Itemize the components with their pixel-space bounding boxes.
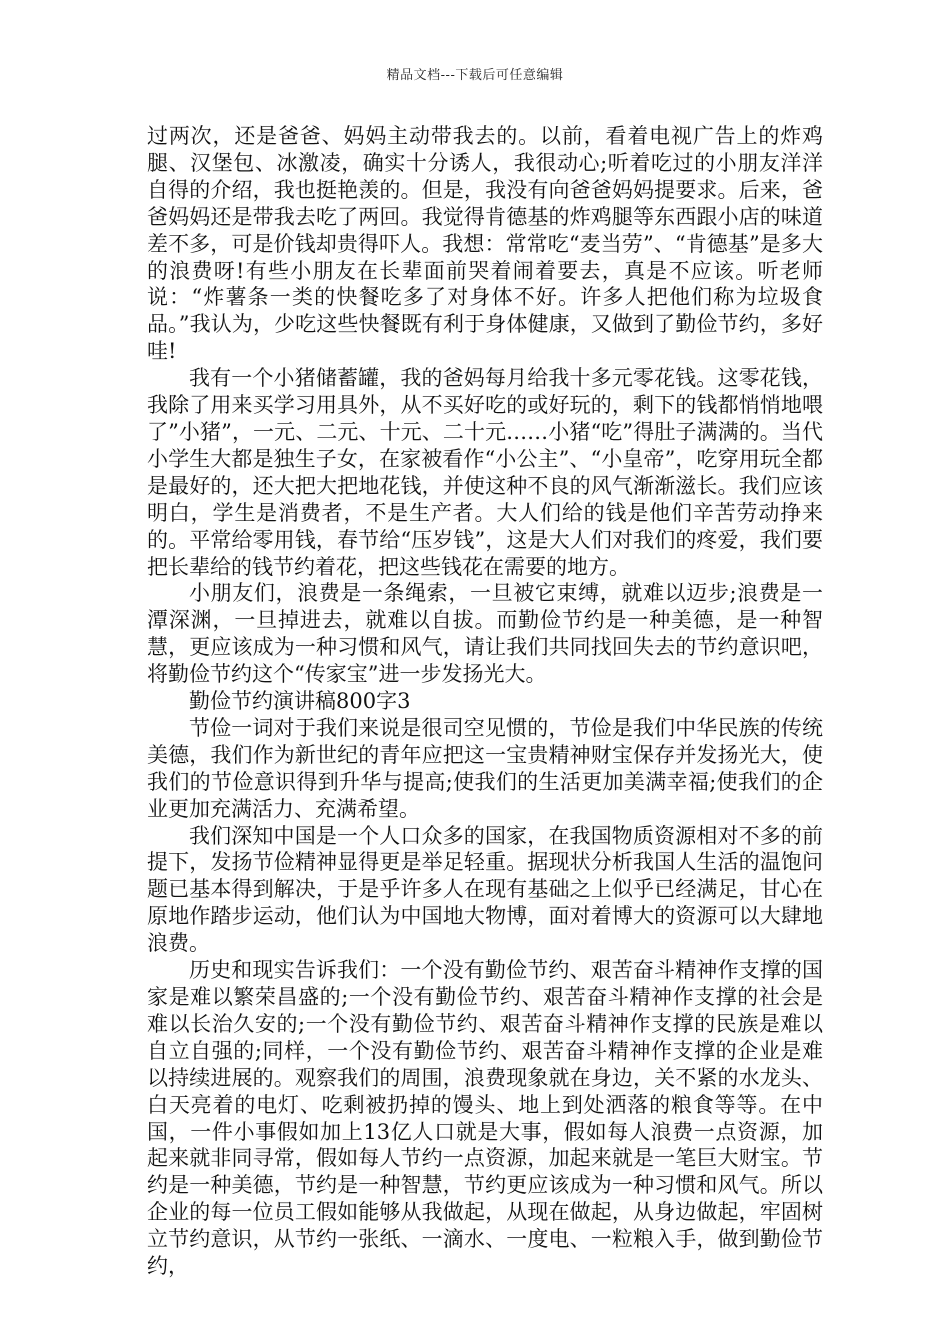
page-header: 精品文档---下载后可任意编辑 <box>386 68 564 83</box>
paragraph-china-resources: 我们深知中国是一个人口众多的国家，在我国物质资源相对不多的前提下，发扬节俭精神显得更是举足轻重。据现状分析我国人生活的温饱问题已基本得到解决，于是乎许多人在现有基础之上似乎已经满足，甘心在原地作踏步运动，他们认为中国地大物博，面对着博大的资源可以大肆地浪费。 <box>147 823 823 956</box>
paragraph-children-appeal: 小朋友们，浪费是一条绳索，一旦被它束缚，就难以迈步;浪费是一潭深渊，一旦掉进去，就难以自拔。而勤俭节约是一种美德，是一种智慧，更应该成为一种习惯和风气，请让我们共同找回失去的节约意识吧，将勤俭节约这个“传家宝”进一步发扬光大。 <box>147 581 823 687</box>
paragraph-history-reality: 历史和现实告诉我们：一个没有勤俭节约、艰苦奋斗精神作支撑的国家是难以繁荣昌盛的;一个没有勤俭节约、艰苦奋斗精神作支撑的社会是难以长治久安的;一个没有勤俭节约、艰苦奋斗精神作支撑的民族是难以自立自强的;同样，一个没有勤俭节约、艰苦奋斗精神作支撑的企业是难以持续进展的。观察我们的周围，浪费现象就在身边，关不紧的水龙头、白天亮着的电灯、吃剩被扔掉的馒头、地上到处洒落的粮食等等。在中国，一件小事假如加上13亿人口就是大事，假如每人浪费一点资源，加起来就非同寻常，假如每人节约一点资源，加起来就是一笔巨大财宝。节约是一种美德，节约是一种智慧，节约更应该成为一种习惯和风气。所以企业的每一位员工假如能够从我做起，从现在做起，从身边做起，牢固树立节约意识，从节约一张纸、一滴水、一度电、一粒粮入手，做到勤俭节约， <box>147 958 823 1279</box>
paragraph-continuation: 过两次，还是爸爸、妈妈主动带我去的。以前，看着电视广告上的炸鸡腿、汉堡包、冰激凌，确实十分诱人，我很动心;听着吃过的小朋友洋洋自得的介绍，我也挺艳羡的。但是，我没有向爸爸妈妈提要求。后来，爸爸妈妈还是带我去吃了两回。我觉得肯德基的炸鸡腿等东西跟小店的味道差不多，可是价钱却贵得吓人。我想：常常吃“麦当劳”、“肯德基”是多大的浪费呀!有些小朋友在长辈面前哭着闹着要去，真是不应该。听老师说：“炸薯条一类的快餐吃多了对身体不好。许多人把他们称为垃圾食品。”我认为，少吃这些快餐既有利于身体健康，又做到了勤俭节约，多好哇! <box>147 124 823 364</box>
paragraph-thrift-tradition: 节俭一词对于我们来说是很司空见惯的，节俭是我们中华民族的传统美德，我们作为新世纪的青年应把这一宝贵精神财宝保存并发扬光大，使我们的节俭意识得到升华与提高;使我们的生活更加美满幸福;使我们的企业更加充满活力、充满希望。 <box>147 715 823 821</box>
section-heading: 勤俭节约演讲稿800字3 <box>189 689 411 714</box>
document-body <box>147 123 823 1280</box>
paragraph-piggy-bank: 我有一个小猪储蓄罐，我的爸妈每月给我十多元零花钱。这零花钱，我除了用来买学习用具外，从不买好吃的或好玩的，剩下的钱都悄悄地喂了”小猪”，一元、二元、十元、二十元……小猪“吃”得肚子满满的。当代小学生大都是独生子女，在家被看作“小公主”、“小皇帝”，吃穿用玩全都是最好的，还大把大把地花钱，并使这种不良的风气渐渐滋长。我们应该明白，学生是消费者，不是生产者。大人们给的钱是他们辛苦劳动挣来的。平常给零用钱，春节给“压岁钱”，这是大人们对我们的疼爱，我们要把长辈给的钱节约着花，把这些钱花在需要的地方。 <box>147 366 823 579</box>
